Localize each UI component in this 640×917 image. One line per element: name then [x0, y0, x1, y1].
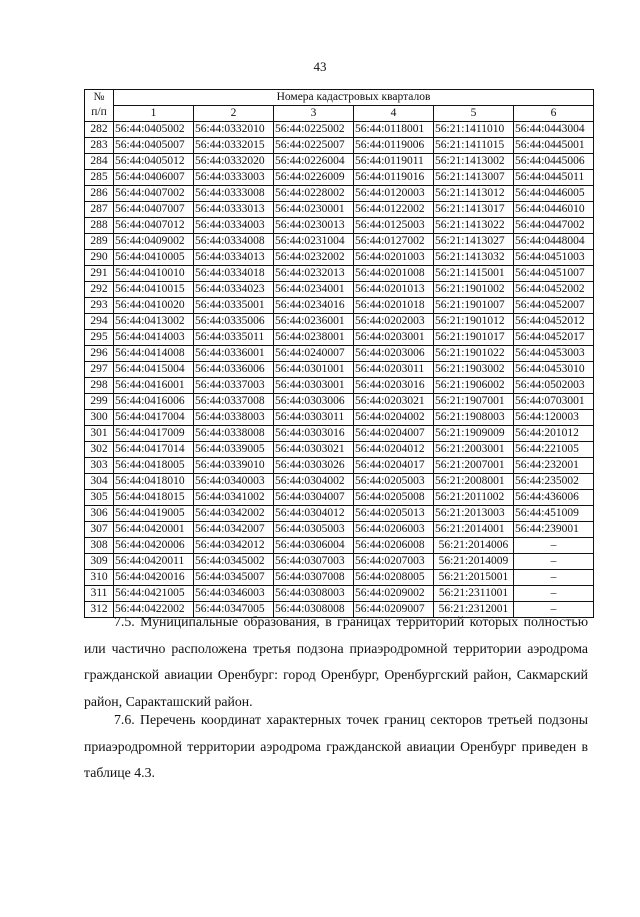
table-row	[85, 122, 594, 138]
cadastral-quarters-table	[84, 89, 594, 618]
table-row	[85, 570, 594, 586]
cadastral-code-cell: 56:44:0118001	[354, 122, 434, 138]
cadastral-code-cell: 56:44:0125003	[354, 218, 434, 234]
cadastral-code-cell: 56:44:0332015	[194, 138, 274, 154]
cadastral-code-cell: 56:44:0417014	[114, 442, 194, 458]
cadastral-code-cell: 56:44:0415004	[114, 362, 194, 378]
table-row	[85, 298, 594, 314]
row-number-cell: 288	[85, 218, 114, 234]
cadastral-code-cell: –	[514, 586, 594, 602]
cadastral-code-cell: 56:44:0443004	[514, 122, 594, 138]
cadastral-code-cell: –	[514, 538, 594, 554]
cadastral-code-cell: 56:44:0334023	[194, 282, 274, 298]
cadastral-code-cell: 56:44:0203011	[354, 362, 434, 378]
cadastral-code-cell: 56:44:0228002	[274, 186, 354, 202]
cadastral-code-cell: 56:21:1907001	[434, 394, 514, 410]
cadastral-code-cell: 56:44:0308008	[274, 602, 354, 618]
table-row	[85, 426, 594, 442]
table-row	[85, 586, 594, 602]
row-number-cell: 292	[85, 282, 114, 298]
cadastral-code-cell: 56:44:0345007	[194, 570, 274, 586]
cadastral-code-cell: 56:21:2311001	[434, 586, 514, 602]
cadastral-code-cell: 56:21:1901017	[434, 330, 514, 346]
cadastral-code-cell: 56:44:0420006	[114, 538, 194, 554]
cadastral-code-cell: 56:44:0417009	[114, 426, 194, 442]
row-number-cell: 298	[85, 378, 114, 394]
row-number-cell: 290	[85, 250, 114, 266]
cadastral-code-cell: 56:44:0410005	[114, 250, 194, 266]
cadastral-code-cell: 56:44:0238001	[274, 330, 354, 346]
row-number-cell: 282	[85, 122, 114, 138]
cadastral-code-cell: 56:44:0232013	[274, 266, 354, 282]
row-number-cell: 305	[85, 490, 114, 506]
row-number-cell: 308	[85, 538, 114, 554]
row-number-cell: 285	[85, 170, 114, 186]
cadastral-code-cell: 56:44:0413002	[114, 314, 194, 330]
cadastral-code-cell: –	[514, 570, 594, 586]
cadastral-code-cell: 56:44:0453010	[514, 362, 594, 378]
cadastral-code-cell: 56:44:0446010	[514, 202, 594, 218]
table-row	[85, 202, 594, 218]
table-row	[85, 490, 594, 506]
cadastral-code-cell: 56:44:0119016	[354, 170, 434, 186]
column-number: 4	[354, 106, 434, 122]
table-row	[85, 522, 594, 538]
cadastral-code-cell: 56:44:201012	[514, 426, 594, 442]
cadastral-code-cell: 56:44:451009	[514, 506, 594, 522]
paragraph-7-6	[84, 707, 588, 787]
cadastral-code-cell: 56:44:0445011	[514, 170, 594, 186]
cadastral-code-cell: 56:44:0236001	[274, 314, 354, 330]
cadastral-code-cell: 56:44:0206008	[354, 538, 434, 554]
cadastral-code-cell: 56:44:0405002	[114, 122, 194, 138]
table-row	[85, 330, 594, 346]
column-number: 6	[514, 106, 594, 122]
cadastral-code-cell: 56:44:0342002	[194, 506, 274, 522]
cadastral-code-cell: 56:44:0335001	[194, 298, 274, 314]
cadastral-code-cell: 56:44:0204002	[354, 410, 434, 426]
cadastral-code-cell: 56:44:0420011	[114, 554, 194, 570]
cadastral-code-cell: 56:44:0230013	[274, 218, 354, 234]
cadastral-code-cell: 56:44:0406007	[114, 170, 194, 186]
row-number-cell: 299	[85, 394, 114, 410]
cadastral-code-cell: 56:44:221005	[514, 442, 594, 458]
row-number-cell: 306	[85, 506, 114, 522]
row-number-cell: 296	[85, 346, 114, 362]
cadastral-code-cell: 56:44:120003	[514, 410, 594, 426]
cadastral-code-cell: 56:44:0333008	[194, 186, 274, 202]
cadastral-code-cell: 56:44:0205003	[354, 474, 434, 490]
cadastral-code-cell: 56:44:0204012	[354, 442, 434, 458]
table-row	[85, 458, 594, 474]
cadastral-code-cell: 56:21:1413002	[434, 154, 514, 170]
cadastral-code-cell: 56:44:0338003	[194, 410, 274, 426]
cadastral-code-cell: 56:44:0201003	[354, 250, 434, 266]
cadastral-code-cell: 56:44:0342007	[194, 522, 274, 538]
table-row	[85, 138, 594, 154]
cadastral-code-cell: 56:44:0226004	[274, 154, 354, 170]
cadastral-code-cell: 56:44:0205008	[354, 490, 434, 506]
cadastral-code-cell: 56:44:0416006	[114, 394, 194, 410]
table-row	[85, 378, 594, 394]
table-row	[85, 266, 594, 282]
cadastral-code-cell: 56:44:235002	[514, 474, 594, 490]
cadastral-code-cell: 56:21:1415001	[434, 266, 514, 282]
cadastral-code-cell: 56:21:1901002	[434, 282, 514, 298]
row-number-cell: 311	[85, 586, 114, 602]
table-body	[85, 122, 594, 618]
cadastral-code-cell: 56:44:0334003	[194, 218, 274, 234]
cadastral-code-cell: 56:44:232001	[514, 458, 594, 474]
cadastral-code-cell: 56:44:0203016	[354, 378, 434, 394]
row-number-cell: 294	[85, 314, 114, 330]
cadastral-code-cell: 56:44:0333013	[194, 202, 274, 218]
cadastral-code-cell: 56:44:0225002	[274, 122, 354, 138]
cadastral-code-cell: 56:44:0119006	[354, 138, 434, 154]
cadastral-code-cell: 56:44:0339005	[194, 442, 274, 458]
cadastral-code-cell: –	[514, 602, 594, 618]
row-number-cell: 284	[85, 154, 114, 170]
cadastral-code-cell: 56:44:0209007	[354, 602, 434, 618]
cadastral-code-cell: 56:44:0335011	[194, 330, 274, 346]
cadastral-code-cell: 56:21:1413032	[434, 250, 514, 266]
row-number-cell: 283	[85, 138, 114, 154]
cadastral-code-cell: 56:44:0231004	[274, 234, 354, 250]
cadastral-code-cell: 56:44:0422002	[114, 602, 194, 618]
row-number-cell: 301	[85, 426, 114, 442]
cadastral-code-cell: 56:44:0417004	[114, 410, 194, 426]
cadastral-code-cell: 56:44:0703001	[514, 394, 594, 410]
row-number-cell: 291	[85, 266, 114, 282]
cadastral-code-cell: 56:44:0203021	[354, 394, 434, 410]
cadastral-code-cell: 56:44:0452007	[514, 298, 594, 314]
cadastral-code-cell: 56:44:0203001	[354, 330, 434, 346]
cadastral-code-cell: 56:21:2014006	[434, 538, 514, 554]
row-number-cell: 286	[85, 186, 114, 202]
cadastral-code-cell: 56:44:0230001	[274, 202, 354, 218]
cadastral-code-cell: 56:21:1906002	[434, 378, 514, 394]
cadastral-code-cell: 56:21:2007001	[434, 458, 514, 474]
cadastral-code-cell: 56:44:0201008	[354, 266, 434, 282]
cadastral-code-cell: 56:44:0304007	[274, 490, 354, 506]
cadastral-code-cell: 56:44:0336006	[194, 362, 274, 378]
cadastral-code-cell: 56:21:2014009	[434, 554, 514, 570]
cadastral-code-cell: 56:44:0448004	[514, 234, 594, 250]
cadastral-code-cell: 56:44:0453003	[514, 346, 594, 362]
row-number-cell: 297	[85, 362, 114, 378]
cadastral-code-cell: 56:44:0306004	[274, 538, 354, 554]
cadastral-code-cell: 56:44:0345002	[194, 554, 274, 570]
cadastral-code-cell: 56:44:0209002	[354, 586, 434, 602]
cadastral-code-cell: 56:44:0414003	[114, 330, 194, 346]
table-row	[85, 394, 594, 410]
cadastral-code-cell: 56:44:0303016	[274, 426, 354, 442]
row-number-cell: 310	[85, 570, 114, 586]
cadastral-code-cell: 56:44:0334008	[194, 234, 274, 250]
paragraph-7-5	[84, 609, 588, 715]
cadastral-code-cell: 56:44:0342012	[194, 538, 274, 554]
cadastral-code-cell: 56:44:0225007	[274, 138, 354, 154]
cadastral-code-cell: 56:44:436006	[514, 490, 594, 506]
column-number: 2	[194, 106, 274, 122]
cadastral-code-cell: 56:44:0451003	[514, 250, 594, 266]
cadastral-code-cell: 56:21:1413007	[434, 170, 514, 186]
cadastral-code-cell: 56:44:0307008	[274, 570, 354, 586]
cadastral-code-cell: 56:44:0303026	[274, 458, 354, 474]
cadastral-code-cell: 56:44:0445001	[514, 138, 594, 154]
cadastral-code-cell: 56:44:0201018	[354, 298, 434, 314]
cadastral-code-cell: 56:44:0332010	[194, 122, 274, 138]
cadastral-code-cell: 56:44:0232002	[274, 250, 354, 266]
cadastral-code-cell: 56:44:0347005	[194, 602, 274, 618]
table-row	[85, 154, 594, 170]
table-row	[85, 346, 594, 362]
cadastral-code-cell: 56:44:0340003	[194, 474, 274, 490]
num-header-line1: №	[93, 91, 105, 103]
cadastral-code-cell: 56:44:0419005	[114, 506, 194, 522]
cadastral-code-cell: 56:44:0407002	[114, 186, 194, 202]
cadastral-code-cell: 56:44:0346003	[194, 586, 274, 602]
cadastral-code-cell: 56:44:0334013	[194, 250, 274, 266]
cadastral-code-cell: 56:44:0405007	[114, 138, 194, 154]
cadastral-code-cell: 56:44:0405012	[114, 154, 194, 170]
cadastral-code-cell: 56:44:0418015	[114, 490, 194, 506]
cadastral-code-cell: 56:44:0204007	[354, 426, 434, 442]
cadastral-code-cell: 56:44:0234016	[274, 298, 354, 314]
cadastral-code-cell: 56:44:0502003	[514, 378, 594, 394]
cadastral-code-cell: 56:44:0304012	[274, 506, 354, 522]
num-header-line2: п/п	[91, 106, 107, 118]
table-row	[85, 410, 594, 426]
cadastral-code-cell: 56:44:0304002	[274, 474, 354, 490]
cadastral-code-cell: 56:44:0451007	[514, 266, 594, 282]
cadastral-code-cell: 56:44:0339010	[194, 458, 274, 474]
cadastral-code-cell: 56:44:0303021	[274, 442, 354, 458]
row-number-cell: 287	[85, 202, 114, 218]
cadastral-code-cell: 56:44:0445006	[514, 154, 594, 170]
cadastral-code-cell: 56:44:0202003	[354, 314, 434, 330]
row-number-cell: 300	[85, 410, 114, 426]
cadastral-code-cell: 56:44:0303011	[274, 410, 354, 426]
cadastral-code-cell: 56:44:0122002	[354, 202, 434, 218]
cadastral-code-cell: 56:44:0336001	[194, 346, 274, 362]
column-number: 5	[434, 106, 514, 122]
cadastral-code-cell: 56:44:0446005	[514, 186, 594, 202]
cadastral-code-cell: –	[514, 554, 594, 570]
cadastral-code-cell: 56:44:0205013	[354, 506, 434, 522]
cadastral-code-cell: 56:44:0206003	[354, 522, 434, 538]
cadastral-code-cell: 56:44:0301001	[274, 362, 354, 378]
cadastral-code-cell: 56:44:0120003	[354, 186, 434, 202]
table-row	[85, 250, 594, 266]
cadastral-code-cell: 56:44:0226009	[274, 170, 354, 186]
row-number-cell: 304	[85, 474, 114, 490]
cadastral-code-cell: 56:44:0341002	[194, 490, 274, 506]
paragraph-text: 7.5. Муниципальные образования, в границах территорий которых полностью или частично расположена третья подзона приаэродромной территории аэродрома гражданской авиации Оренбург: город Оренбург, Оренбургский район, Сакмарский район, Саракташский район.	[84, 614, 588, 709]
cadastral-code-cell: 56:21:2015001	[434, 570, 514, 586]
row-number-cell: 293	[85, 298, 114, 314]
row-number-cell: 289	[85, 234, 114, 250]
row-number-cell: 295	[85, 330, 114, 346]
row-number-cell: 309	[85, 554, 114, 570]
column-number: 1	[114, 106, 194, 122]
cadastral-code-cell: 56:44:0234001	[274, 282, 354, 298]
cadastral-code-cell: 56:44:0409002	[114, 234, 194, 250]
cadastral-code-cell: 56:44:0410010	[114, 266, 194, 282]
cadastral-code-cell: 56:44:0305003	[274, 522, 354, 538]
paragraph-text: 7.6. Перечень координат характерных точек границ секторов третьей подзоны приаэродромной территории аэродрома гражданской авиации Оренбург приведен в таблице 4.3.	[84, 712, 588, 780]
row-number-cell: 307	[85, 522, 114, 538]
cadastral-code-cell: 56:44:0332020	[194, 154, 274, 170]
column-number: 3	[274, 106, 354, 122]
table-row	[85, 506, 594, 522]
cadastral-code-cell: 56:21:1411010	[434, 122, 514, 138]
table-row	[85, 234, 594, 250]
cadastral-code-cell: 56:21:2003001	[434, 442, 514, 458]
cadastral-code-cell: 56:21:2014001	[434, 522, 514, 538]
cadastral-code-cell: 56:44:0334018	[194, 266, 274, 282]
cadastral-code-cell: 56:44:0414008	[114, 346, 194, 362]
table-row	[85, 442, 594, 458]
page-number: 43	[313, 59, 327, 74]
cadastral-code-cell: 56:44:0410015	[114, 282, 194, 298]
cadastral-code-cell: 56:21:1909009	[434, 426, 514, 442]
cadastral-code-cell: 56:21:1908003	[434, 410, 514, 426]
cadastral-code-cell: 56:21:2011002	[434, 490, 514, 506]
cadastral-code-cell: 56:44:0240007	[274, 346, 354, 362]
cadastral-code-cell: 56:44:0418005	[114, 458, 194, 474]
cadastral-code-cell: 56:44:0203006	[354, 346, 434, 362]
cadastral-code-cell: 56:44:0208005	[354, 570, 434, 586]
cadastral-code-cell: 56:44:0421005	[114, 586, 194, 602]
cadastral-code-cell: 56:21:1901012	[434, 314, 514, 330]
table-row	[85, 474, 594, 490]
cadastral-code-cell: 56:44:0335006	[194, 314, 274, 330]
cadastral-code-cell: 56:44:0418010	[114, 474, 194, 490]
cadastral-code-cell: 56:21:1411015	[434, 138, 514, 154]
row-number-cell: 303	[85, 458, 114, 474]
cadastral-code-cell: 56:21:1413012	[434, 186, 514, 202]
cadastral-code-cell: 56:21:1903002	[434, 362, 514, 378]
cadastral-code-cell: 56:21:1413022	[434, 218, 514, 234]
cadastral-code-cell: 56:44:0452002	[514, 282, 594, 298]
cadastral-code-cell: 56:44:0119011	[354, 154, 434, 170]
cadastral-code-cell: 56:44:0416001	[114, 378, 194, 394]
cadastral-code-cell: 56:44:0337003	[194, 378, 274, 394]
table-row	[85, 314, 594, 330]
cadastral-code-cell: 56:44:0407012	[114, 218, 194, 234]
table-row	[85, 170, 594, 186]
table-row	[85, 554, 594, 570]
cadastral-code-cell: 56:44:0337008	[194, 394, 274, 410]
cadastral-code-cell: 56:21:1413017	[434, 202, 514, 218]
cadastral-code-cell: 56:21:2008001	[434, 474, 514, 490]
table-row	[85, 186, 594, 202]
cadastral-code-cell: 56:44:0201013	[354, 282, 434, 298]
cadastral-code-cell: 56:44:0447002	[514, 218, 594, 234]
cadastral-code-cell: 56:44:0207003	[354, 554, 434, 570]
cadastral-code-cell: 56:44:0308003	[274, 586, 354, 602]
cadastral-code-cell: 56:21:1901007	[434, 298, 514, 314]
cadastral-code-cell: 56:44:0420016	[114, 570, 194, 586]
cadastral-code-cell: 56:44:0452017	[514, 330, 594, 346]
row-number-cell: 302	[85, 442, 114, 458]
table-row	[85, 362, 594, 378]
cadastral-code-cell: 56:21:2312001	[434, 602, 514, 618]
group-header: Номера кадастровых кварталов	[114, 90, 594, 106]
cadastral-code-cell: 56:44:0307003	[274, 554, 354, 570]
table-row	[85, 218, 594, 234]
cadastral-code-cell: 56:44:0303006	[274, 394, 354, 410]
cadastral-code-cell: 56:44:0420001	[114, 522, 194, 538]
row-number-cell: 312	[85, 602, 114, 618]
table-row	[85, 282, 594, 298]
cadastral-code-cell: 56:44:0333003	[194, 170, 274, 186]
cadastral-code-cell: 56:21:2013003	[434, 506, 514, 522]
cadastral-code-cell: 56:44:0204017	[354, 458, 434, 474]
table-row	[85, 538, 594, 554]
cadastral-code-cell: 56:44:0410020	[114, 298, 194, 314]
cadastral-code-cell: 56:44:0407007	[114, 202, 194, 218]
num-header	[85, 90, 114, 122]
cadastral-code-cell: 56:44:0127002	[354, 234, 434, 250]
cadastral-code-cell: 56:44:0338008	[194, 426, 274, 442]
cadastral-code-cell: 56:21:1413027	[434, 234, 514, 250]
cadastral-code-cell: 56:44:0452012	[514, 314, 594, 330]
cadastral-code-cell: 56:44:0303001	[274, 378, 354, 394]
cadastral-code-cell: 56:44:239001	[514, 522, 594, 538]
cadastral-code-cell: 56:21:1901022	[434, 346, 514, 362]
